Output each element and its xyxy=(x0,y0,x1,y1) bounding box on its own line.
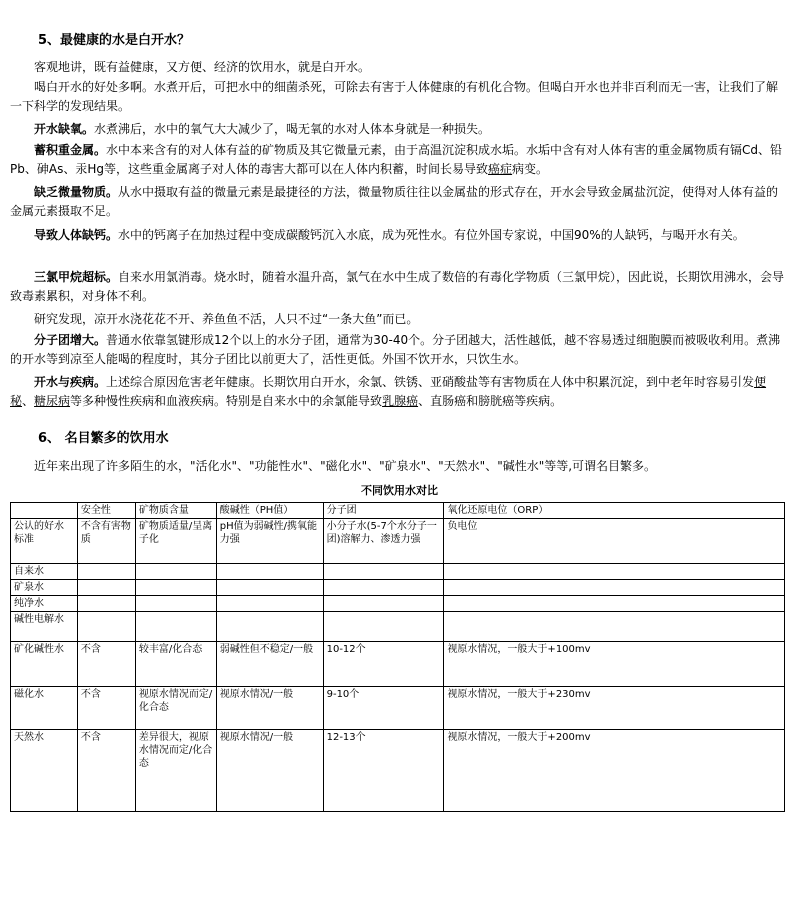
paragraph xyxy=(10,310,786,329)
paragraph xyxy=(10,141,786,179)
table-cell: 视原水情况，一般大于+230mv xyxy=(444,687,785,730)
table-cell: 矿化碱性水 xyxy=(11,642,78,687)
paragraph xyxy=(10,78,786,116)
paragraph-text: 水煮沸后，水中的氧气大大减少了，喝无氧的水对人体本身就是一种损失。 xyxy=(94,122,491,136)
table-cell xyxy=(444,580,785,596)
table-caption: 不同饮用水对比 xyxy=(361,484,438,497)
table-cell: 自来水 xyxy=(11,564,78,580)
paragraph-lead: 三氯甲烷超标。 xyxy=(34,270,119,284)
paragraph-text: 、 xyxy=(22,394,35,408)
column-header: 矿物质含量 xyxy=(135,503,216,519)
table-cell xyxy=(323,564,444,580)
table-cell: 视原水情况/一般 xyxy=(216,730,323,812)
paragraph-lead: 缺乏微量物质。 xyxy=(34,185,119,199)
table-row xyxy=(11,519,785,564)
table-cell: 天然水 xyxy=(11,730,78,812)
table-cell: 9-10个 xyxy=(323,687,444,730)
table-cell: 差异很大，视原水情况而定/化合态 xyxy=(135,730,216,812)
table-row xyxy=(11,642,785,687)
table-cell xyxy=(77,564,135,580)
paragraph-text: 喝白开水的好处多啊。水煮开后，可把水中的细菌杀死，可除去有害于人体健康的有机化合物。但喝白开水也并非百利而无一害，让我们了解一下科学的发现结果。 xyxy=(10,80,779,113)
table-cell xyxy=(323,580,444,596)
paragraph-lead: 导致人体缺钙。 xyxy=(34,228,119,242)
paragraph xyxy=(10,457,786,476)
paragraph-text: 研究发现，凉开水浇花花不开、养鱼鱼不活，人只不过“一条大鱼”而已。 xyxy=(34,312,419,326)
paragraph-text: 自来水用氯消毒。烧水时，随着水温升高，氯气在水中生成了数倍的有毒化学物质（三氯甲烷），因此说，长期饮用沸水，会导致毒素累积，对身体不利。 xyxy=(10,270,785,303)
table-cell: pH值为弱碱性/携氧能力强 xyxy=(216,519,323,564)
column-header: 安全性 xyxy=(77,503,135,519)
table-row xyxy=(11,580,785,596)
water-comparison-table xyxy=(10,502,785,812)
column-header xyxy=(11,503,78,519)
table-cell xyxy=(444,612,785,642)
table-cell xyxy=(135,612,216,642)
table-row xyxy=(11,596,785,612)
table-cell: 视原水情况，一般大于+100mv xyxy=(444,642,785,687)
paragraph xyxy=(10,120,786,139)
table-row xyxy=(11,612,785,642)
paragraph-text: 从水中摄取有益的微量元素是最捷径的方法，微量物质往往以金属盐的形式存在，开水会导致金属盐沉淀，使得对人体有益的金属元素摄取不足。 xyxy=(10,185,779,218)
paragraph-lead: 开水缺氧。 xyxy=(34,122,95,136)
table-cell xyxy=(444,564,785,580)
table-cell: 视原水情况而定/化合态 xyxy=(135,687,216,730)
table-cell: 不含 xyxy=(77,642,135,687)
column-header: 氧化还原电位（ORP） xyxy=(444,503,785,519)
table-cell: 10-12个 xyxy=(323,642,444,687)
breast-cancer-link[interactable]: 乳腺癌 xyxy=(382,394,419,408)
table-cell: 矿物质适量/呈离子化 xyxy=(135,519,216,564)
paragraph-text: 近年来出现了许多陌生的水，"活化水"、"功能性水"、"磁化水"、"矿泉水"、"天然水"、"碱性水"等等,可谓名目繁多。 xyxy=(34,459,657,473)
table-cell: 小分子水(5-7个水分子一团)溶解力、渗透力强 xyxy=(323,519,444,564)
paragraph xyxy=(10,331,786,369)
table-cell xyxy=(135,596,216,612)
column-header: 分子团 xyxy=(323,503,444,519)
table-cell: 视原水情况，一般大于+200mv xyxy=(444,730,785,812)
table-cell xyxy=(216,580,323,596)
table-cell xyxy=(77,612,135,642)
table-cell xyxy=(135,564,216,580)
table-cell: 不含 xyxy=(77,687,135,730)
paragraph xyxy=(10,268,786,306)
table-row xyxy=(11,730,785,812)
section-6-heading: 6、 名目繁多的饮用水 xyxy=(38,431,169,446)
table-cell: 碱性电解水 xyxy=(11,612,78,642)
section-5-heading: 5、最健康的水是白开水？ xyxy=(38,33,191,48)
paragraph-lead: 蓄积重金属。 xyxy=(34,143,107,157)
paragraph xyxy=(10,58,786,77)
table-cell: 纯净水 xyxy=(11,596,78,612)
table-cell xyxy=(216,564,323,580)
paragraph-text: 上述综合原因危害老年健康。长期饮用白开水，氽氯、铁锈、亚硝酸盐等有害物质在人体中积累沉淀，到中老年时容易引发 xyxy=(106,375,755,389)
table-cell: 视原水情况/一般 xyxy=(216,687,323,730)
table-cell xyxy=(323,596,444,612)
column-header: 酸碱性（PH值） xyxy=(216,503,323,519)
table-cell xyxy=(216,612,323,642)
table-cell: 弱碱性但不稳定/一般 xyxy=(216,642,323,687)
table-row xyxy=(11,687,785,730)
table-cell: 12-13个 xyxy=(323,730,444,812)
paragraph-lead: 分子团增大。 xyxy=(34,333,107,347)
table-cell xyxy=(135,580,216,596)
table-cell: 磁化水 xyxy=(11,687,78,730)
paragraph xyxy=(10,226,786,245)
cancer-link[interactable]: 癌症 xyxy=(487,162,512,176)
table-cell: 公认的好水标准 xyxy=(11,519,78,564)
table-cell xyxy=(323,612,444,642)
paragraph-text: 客观地讲，既有益健康，又方便、经济的饮用水，就是白开水。 xyxy=(34,60,371,74)
constipation-link[interactable]: 便秘 xyxy=(10,375,767,408)
paragraph-text: 、直肠癌和膀胱癌等疾病。 xyxy=(418,394,563,408)
diabetes-link[interactable]: 糖尿病 xyxy=(34,394,71,408)
table-cell: 负电位 xyxy=(444,519,785,564)
table-cell: 不含 xyxy=(77,730,135,812)
table-cell: 矿泉水 xyxy=(11,580,78,596)
paragraph-text: 普通水依靠氢键形成12个以上的水分子团，通常为30-40个。分子团越大，活性越低，越不容易透过细胞膜而被吸收利用。煮沸的开水等到凉至人能喝的程度时，其分子团比以前更大了，活性更低。外国不饮开水，只饮生水。 xyxy=(10,333,781,366)
table-cell xyxy=(444,596,785,612)
paragraph xyxy=(10,183,786,221)
paragraph-text: 水中本来含有的对人体有益的矿物质及其它微量元素，由于高温沉淀积成水垢。水垢中含有对人体有害的重金属物质有镉Cd、铅Pb、砷As、汞Hg等，这些重金属离子对人体的毒害大都可以在人体内积蓄，时间长易导致 xyxy=(10,143,783,176)
table-cell: 较丰富/化合态 xyxy=(135,642,216,687)
paragraph-text: 病变。 xyxy=(511,162,548,176)
paragraph-text: 等多种慢性疾病和血液疾病。特别是自来水中的余氯能导致 xyxy=(70,394,383,408)
table-cell xyxy=(216,596,323,612)
table-row xyxy=(11,564,785,580)
paragraph-text: 水中的钙离子在加热过程中变成碳酸钙沉入水底，成为死性水。有位外国专家说，中国90%的人缺钙，与喝开水有关。 xyxy=(118,228,745,242)
paragraph-lead: 开水与疾病。 xyxy=(34,375,107,389)
table-header-row xyxy=(11,503,785,519)
table-cell xyxy=(77,596,135,612)
paragraph xyxy=(10,373,786,411)
table-cell xyxy=(77,580,135,596)
table-cell: 不含有害物质 xyxy=(77,519,135,564)
